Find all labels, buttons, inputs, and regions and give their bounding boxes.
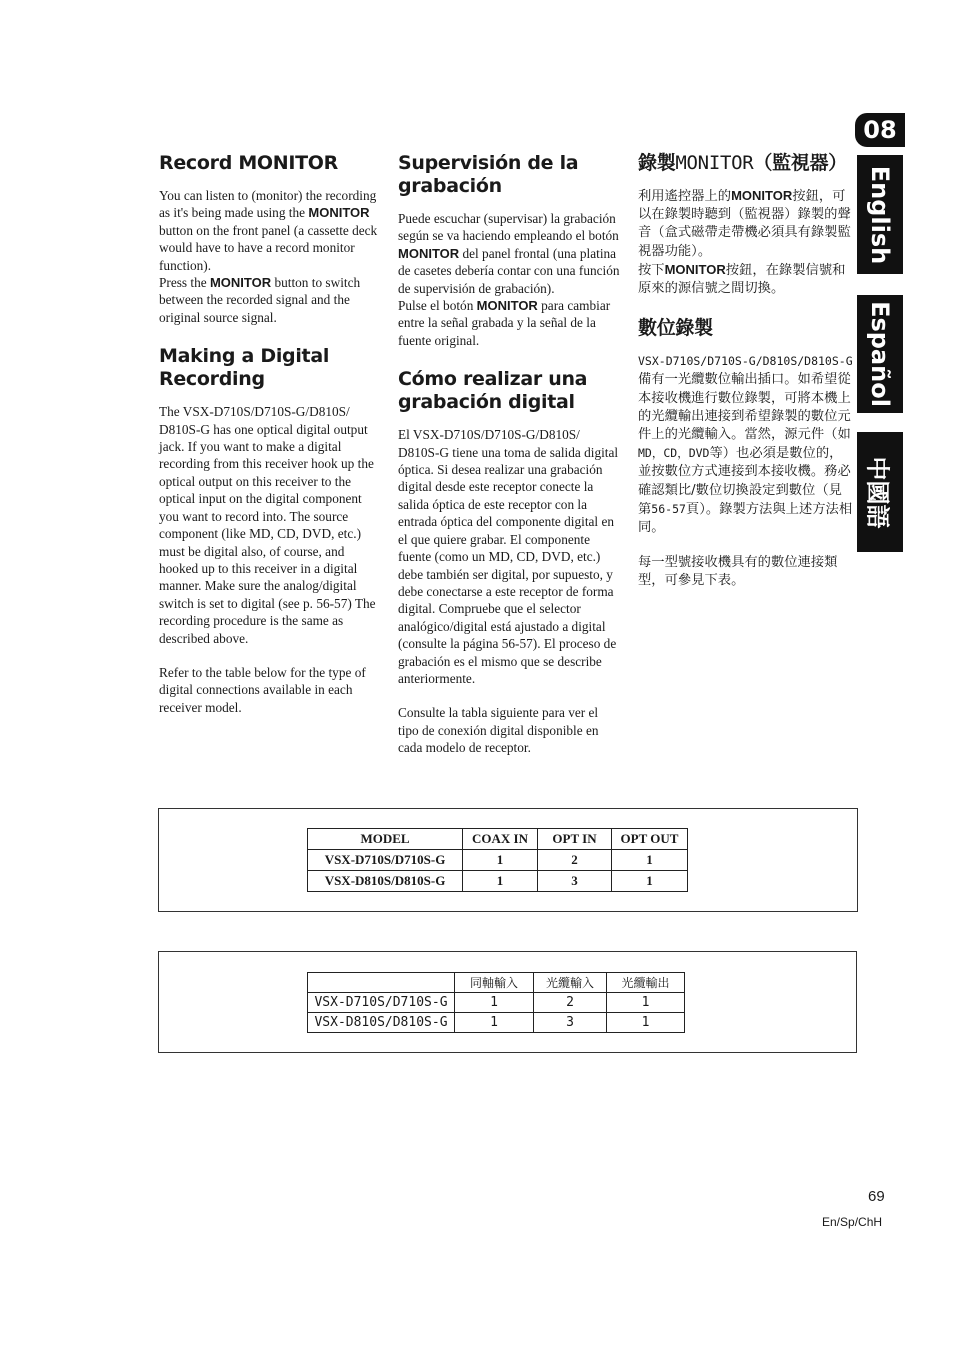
header-opt-out-zh: 光纜輸出 — [607, 973, 685, 993]
cell-opt-in: 3 — [538, 871, 612, 892]
text: para cambiar entre la señal grabada y la señal de la fuente original. — [398, 298, 611, 348]
header-blank — [308, 973, 455, 993]
header-coax-in-zh: 同軸輸入 — [455, 973, 534, 993]
header-model: MODEL — [308, 829, 463, 850]
monitor-label: MONITOR — [664, 261, 726, 277]
header-coax-in: COAX IN — [463, 829, 538, 850]
text: 頁）。錄製方法與上述方法相同。 — [638, 501, 853, 536]
monitor-label: MONITOR — [308, 205, 370, 221]
text: You can listen to (monitor) the recording as it's being made using the — [159, 188, 377, 221]
text: del panel frontal (una platina de casetes debería contar con una función de supervisión de grabación). — [398, 245, 620, 296]
language-codes: En/Sp/ChH — [822, 1215, 883, 1229]
spanish-paragraph-3: El VSX-D710S/D710S-G/D810S/ D810S-G tiene una toma de salida digital óptica. Si desea realizar una grabación digital desde este receptor conecte la salida óptica de este receptor con la entrada óptica del componente digital en el que quiere grabar. El componente fuente (como un MD, CD, DVD, etc.) debe también ser digital, por supuesto, y debe conectarse a este receptor de forma digital. Compruebe que el selector analógico/digital está ajustado a digital (consulte la página 56-57). El proceso de grabación es el mismo que se describe anteriormente. — [398, 427, 619, 686]
english-connection-table — [307, 828, 688, 892]
text: button to switch between the recorded signal and the original source signal. — [159, 275, 361, 325]
chinese-paragraph-3 — [638, 352, 854, 537]
table-row — [308, 850, 688, 871]
english-column — [159, 152, 381, 716]
heading-grabacion-digital: Cómo realizar una grabación digital — [398, 368, 588, 414]
chinese-paragraph-1 — [638, 187, 854, 261]
chinese-paragraph-4: 每一型號接收機具有的數位連接類型，可參見下表。 — [638, 555, 838, 589]
table-row — [308, 871, 688, 892]
heading-digital-recording: Making a Digital Recording — [159, 345, 330, 391]
text: Puede escuchar (supervisar) la grabación según se va haciendo empleando el botón — [398, 211, 619, 244]
heading-record-monitor: Record MONITOR — [159, 152, 338, 174]
header-opt-in-zh: 光纜輸入 — [534, 973, 607, 993]
cell-opt-in: 2 — [538, 850, 612, 871]
page-number: 69 — [868, 1188, 885, 1205]
text: MD，CD，DVD — [638, 446, 710, 461]
cell-opt-in: 3 — [534, 1013, 607, 1033]
cell-model: VSX-D710S/D710S-G — [308, 993, 455, 1013]
cell-coax-in: 1 — [463, 871, 538, 892]
heading-supervision: Supervisión de la grabación — [398, 152, 579, 197]
tab-espanol — [857, 295, 903, 413]
chinese-connection-table — [307, 972, 685, 1033]
text: Pulse el botón — [398, 298, 477, 314]
tab-english-label: English — [866, 165, 895, 264]
spanish-paragraph-2 — [398, 297, 620, 349]
text: 按鈕，在錄製信號和原來的源信號之間切換。 — [638, 262, 846, 297]
table-row — [308, 993, 685, 1013]
text: button on the front panel (a cassette deck would have to have a record monitor function). — [159, 222, 378, 273]
monitor-label: MONITOR — [731, 188, 793, 203]
cell-model: VSX-D810S/D810S-G — [308, 1013, 455, 1033]
chinese-column — [638, 152, 854, 591]
table-row — [308, 1013, 685, 1033]
text: MONITOR — [675, 152, 754, 174]
cell-model: VSX-D710S/D710S-G — [308, 850, 463, 871]
chapter-number — [855, 113, 905, 147]
heading-record-monitor-zh — [638, 152, 854, 175]
cell-coax-in: 1 — [463, 850, 538, 871]
chapter-number-text: 08 — [863, 116, 897, 144]
english-paragraph-4: Refer to the table below for the type of digital connections available in each receiver model. — [159, 664, 366, 715]
text: （監視器） — [753, 152, 847, 174]
heading-digital-recording-zh: 數位錄製 — [638, 317, 713, 340]
text: 按下 — [638, 262, 665, 278]
cell-coax-in: 1 — [455, 993, 534, 1013]
english-paragraph-1 — [159, 187, 381, 274]
cell-model: VSX-D810S/D810S-G — [308, 871, 463, 892]
text: Press the — [159, 275, 210, 291]
text: 56-57 — [651, 501, 686, 516]
table-header-row — [308, 829, 688, 850]
header-opt-in: OPT IN — [538, 829, 612, 850]
text: 錄製 — [638, 152, 676, 174]
monitor-label: MONITOR — [398, 245, 460, 261]
chinese-paragraph-2 — [638, 261, 854, 298]
monitor-label: MONITOR — [209, 275, 272, 291]
cell-opt-out: 1 — [607, 1013, 685, 1033]
cell-opt-out: 1 — [612, 850, 688, 871]
text: 按鈕，可以在錄製時聽到（監視器）錄製的聲音（盒式磁帶走帶機必須具有錄製監視器功能）。 — [638, 189, 851, 259]
monitor-label: MONITOR — [476, 298, 538, 314]
tab-chinese-label: 中國語 — [863, 456, 892, 528]
text: VSX-D710S/D710S-G/D810S/D810S-G — [638, 354, 853, 369]
english-paragraph-3: The VSX-D710S/D710S-G/D810S/ D810S-G has one optical digital output jack. If you want to make a digital recording from this receiver hook up the optical output on this receiver to the optical input on the digital component you want to record into. The source component (like MD, CD, DVD, etc.) must be digital also, of course, and hooked up to this receiver in a digital manner. Make sure the analog/digital switch is set to digital (see p. 56-57) The recording procedure is the same as described above. — [159, 404, 376, 646]
tab-chinese — [857, 432, 903, 552]
cell-opt-out: 1 — [612, 871, 688, 892]
cell-coax-in: 1 — [455, 1013, 534, 1033]
text: 備有一光纜數位輸出插口。如希望從本接收機進行數位錄製，可將本機上的光纜輸出連接到希望錄製的數位元件上的光纜輸入。當然，源元件（如 — [638, 372, 851, 443]
tab-english — [857, 155, 903, 274]
english-paragraph-2 — [159, 274, 381, 326]
cell-opt-out: 1 — [607, 993, 685, 1013]
text: 等）也必須是數位的，並按數位方式連接到本接收機。務必確認類比/數位切換設定到數位（見第 — [638, 446, 851, 517]
cell-opt-in: 2 — [534, 993, 607, 1013]
spanish-paragraph-4: Consulte la tabla siguiente para ver el tipo de conexión digital disponible en cada modelo de receptor. — [398, 705, 599, 756]
spanish-paragraph-1 — [398, 210, 620, 297]
header-opt-out: OPT OUT — [612, 829, 688, 850]
tab-espanol-label: Español — [866, 301, 895, 407]
table-header-row — [308, 973, 685, 993]
spanish-column — [398, 152, 620, 757]
text: 利用遙控器上的 — [638, 189, 732, 204]
